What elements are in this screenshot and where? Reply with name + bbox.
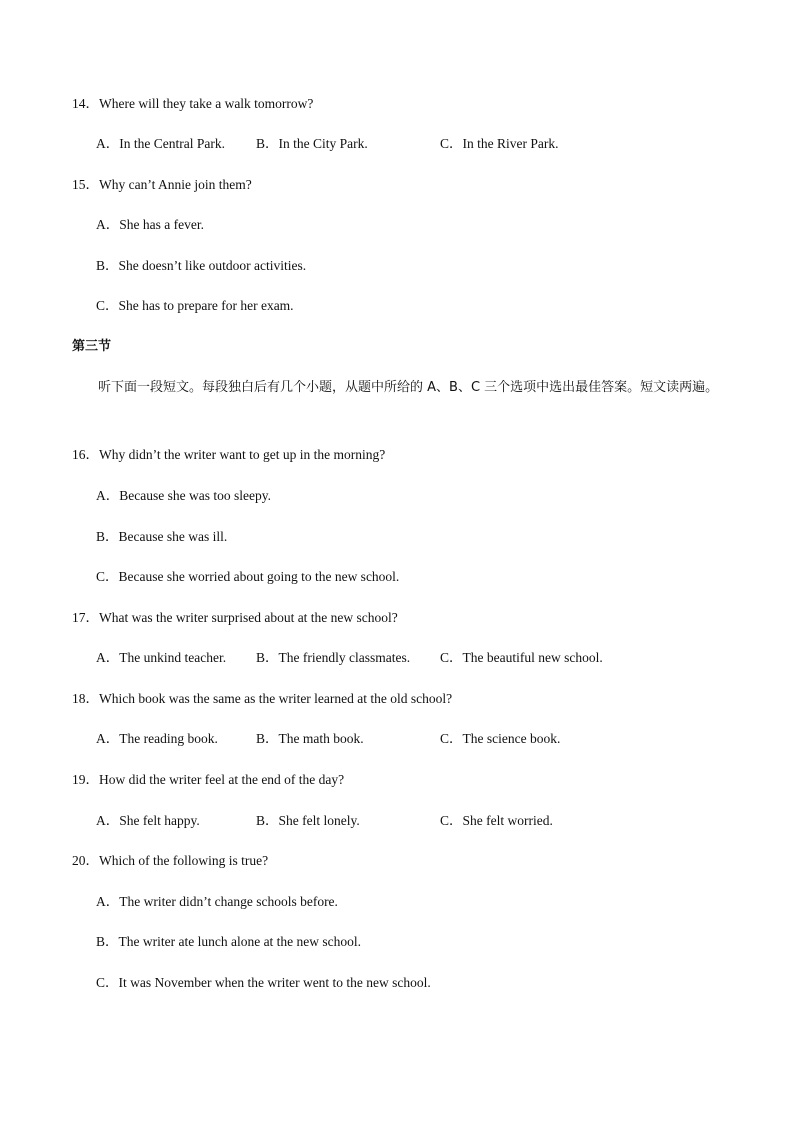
question-18: 18．Which book was the same as the writer learned at the old school? [72, 691, 453, 706]
q14-option-b: B．In the City Park. [256, 136, 368, 151]
question-16: 16．Why didn’t the writer want to get up in the morning? [72, 447, 386, 462]
q20-option-c: C．It was November when the writer went to the new school. [96, 975, 431, 990]
section-title: 第三节 [72, 339, 112, 354]
question-19: 19．How did the writer feel at the end of the day? [72, 772, 345, 787]
q15-option-a: A．She has a fever. [96, 217, 204, 232]
q18-option-b: B．The math book. [256, 731, 364, 746]
q20-option-a: A．The writer didn’t change schools before. [96, 894, 338, 909]
question-15: 15．Why can’t Annie join them? [72, 177, 252, 192]
q14-option-c: C．In the River Park. [440, 136, 559, 151]
q15-option-b: B．She doesn’t like outdoor activities. [96, 258, 307, 273]
q16-option-c: C．Because she worried about going to the new school. [96, 569, 400, 584]
q15-option-c: C．She has to prepare for her exam. [96, 298, 294, 313]
question-20: 20．Which of the following is true? [72, 853, 269, 868]
q20-option-b: B．The writer ate lunch alone at the new school. [96, 934, 362, 949]
q18-option-c: C．The science book. [440, 731, 561, 746]
question-14: 14．Where will they take a walk tomorrow? [72, 96, 314, 111]
q14-option-a: A．In the Central Park. [96, 136, 225, 151]
q19-option-b: B．She felt lonely. [256, 813, 360, 828]
q16-option-a: A．Because she was too sleepy. [96, 488, 271, 503]
q19-option-c: C．She felt worried. [440, 813, 553, 828]
question-17: 17．What was the writer surprised about at the new school? [72, 610, 398, 625]
q18-option-a: A．The reading book. [96, 731, 218, 746]
q17-option-a: A．The unkind teacher. [96, 650, 227, 665]
q17-option-c: C．The beautiful new school. [440, 650, 603, 665]
q19-option-a: A．She felt happy. [96, 813, 200, 828]
q16-option-b: B．Because she was ill. [96, 529, 228, 544]
section-instruction: 听下面一段短文。每段独白后有几个小题，从题中所给的 A、B、C 三个选项中选出最佳答案。短文读两遍。 [98, 380, 719, 395]
q17-option-b: B．The friendly classmates. [256, 650, 411, 665]
